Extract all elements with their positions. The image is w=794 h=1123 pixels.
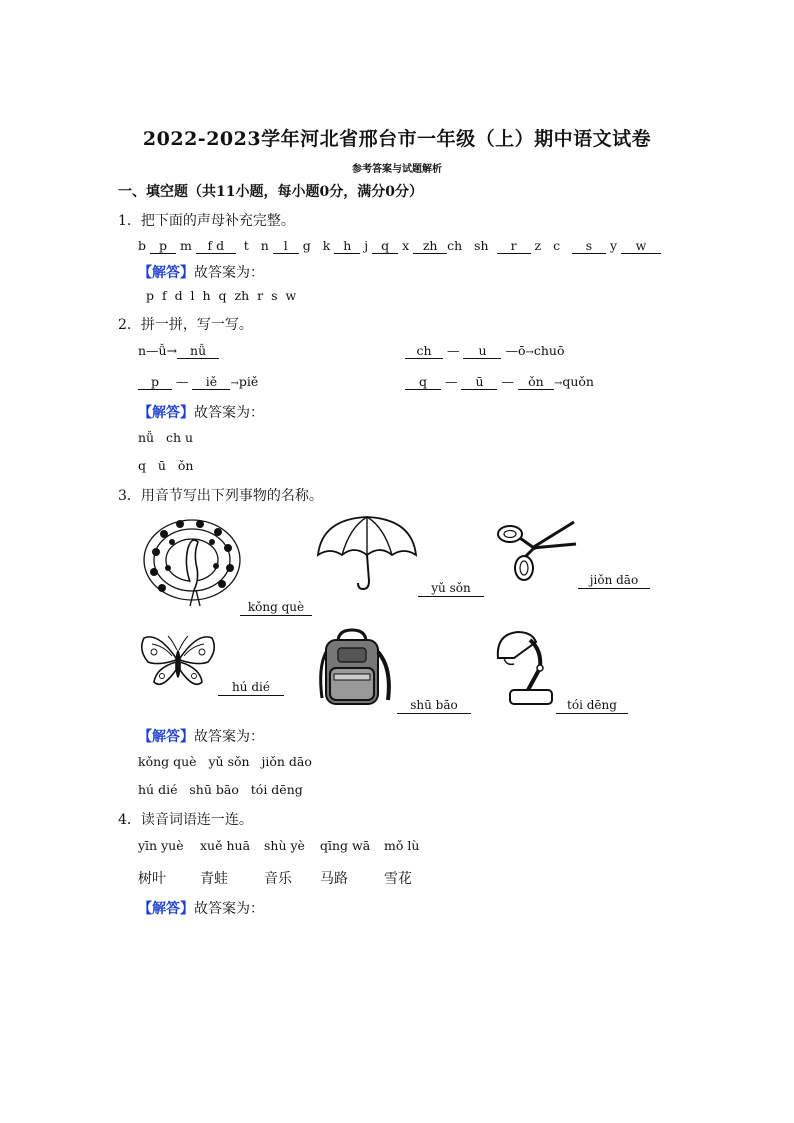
blank-filled: ǒn [518,374,554,390]
caption-scissors: jiǒn dāo [578,573,650,589]
blank-filled: q [372,238,398,254]
pinyin-item: shù yè [264,838,305,853]
q4-pinyin-row [0,838,794,856]
answer-intro: 【解答】故答案为： [138,265,264,281]
question-3-label: 3．用音节写出下列事物的名称。 [118,488,323,504]
blank-filled: p [150,238,176,254]
desk-lamp-icon [494,628,556,710]
q2-row1-left: n—ǚ→ nǚ [138,343,219,359]
q2-row2-right: q — ū — ǒn →quǒn [405,374,594,390]
blank-filled: f d [196,238,236,254]
word-item: 马路 [320,871,348,887]
answer-intro: 【解答】故答案为： [138,729,264,745]
backpack-icon [316,628,396,708]
blank-filled: u [463,343,501,359]
question-1-label: 1．把下面的声母补充完整。 [118,213,295,229]
blank-filled: nǚ [177,343,219,359]
blank-filled: s [572,238,606,254]
page-subtitle: 参考答案与试题解析 [352,164,442,175]
answer-intro: 【解答】故答案为： [138,405,264,421]
answer-2-line-2: q ū ǒn [138,458,194,473]
given-initial: k [322,238,331,253]
q2-row2-left: p — iě →piě [138,374,258,390]
blank-filled: r [497,238,531,254]
question-1-initials-row [138,238,661,254]
pinyin-item: qīng wā [320,838,371,853]
word-item: 音乐 [264,871,292,887]
umbrella-icon [316,513,418,591]
given-initial: c [553,238,561,253]
answer-intro: 【解答】故答案为： [138,901,264,917]
blank-filled: zh [413,238,447,254]
blank-filled: h [334,238,360,254]
caption-umbrella: yǔ sǒn [418,581,484,597]
given-initial: j [364,238,369,253]
scissors-icon [496,512,578,584]
butterfly-icon [138,630,218,692]
blank-filled: ch [405,343,443,359]
given-initial: m [179,238,192,253]
word-item: 树叶 [138,871,166,887]
question-4-label: 4．读音词语连一连。 [118,812,253,828]
pinyin-item: mǒ lù [384,838,420,853]
caption-desk-lamp: tói dēng [556,698,628,714]
blank-filled: w [621,238,661,254]
caption-peacock: kǒng què [240,600,312,616]
given-initial: z [534,238,542,253]
q2-row1-right: ch — u —ō→chuō [405,343,565,359]
given-initial: b [138,238,147,253]
blank-filled: l [273,238,299,254]
word-item: 青蛙 [200,871,228,887]
q4-word-row [0,868,794,888]
blank-filled: ū [461,374,497,390]
given-initial: g [302,238,311,253]
given-initial: n [260,238,269,253]
given-initial: y [609,238,618,253]
blank-filled: p [138,374,172,390]
section-heading: 一、填空题（共11小题，每小题0分，满分0分） [118,184,423,200]
caption-butterfly: hú dié [218,680,284,696]
pinyin-item: yīn yuè [138,838,184,853]
blank-filled: iě [192,374,230,390]
peacock-icon [138,512,246,612]
answer-2-line-1: nǚ ch u [138,430,194,445]
pinyin-item: xuě huā [200,838,251,853]
given-initial: x [402,238,410,253]
answer-1: p f d l h q zh r s w [146,288,297,303]
caption-backpack: shū bāo [397,698,471,714]
question-2-label: 2．拼一拼，写一写。 [118,317,253,333]
given-initial: t [243,238,249,253]
given-initial: ch [447,238,463,253]
page-title: 2022-2023学年河北省邢台市一年级（上）期中语文试卷 [142,128,652,150]
blank-filled: q [405,374,441,390]
answer-3-line-1: kǒng què yǔ sǒn jiǒn dāo [138,754,312,769]
given-initial: sh [474,238,489,253]
answer-3-line-2: hú dié shū bāo tói dēng [138,782,303,797]
word-item: 雪花 [384,871,412,887]
